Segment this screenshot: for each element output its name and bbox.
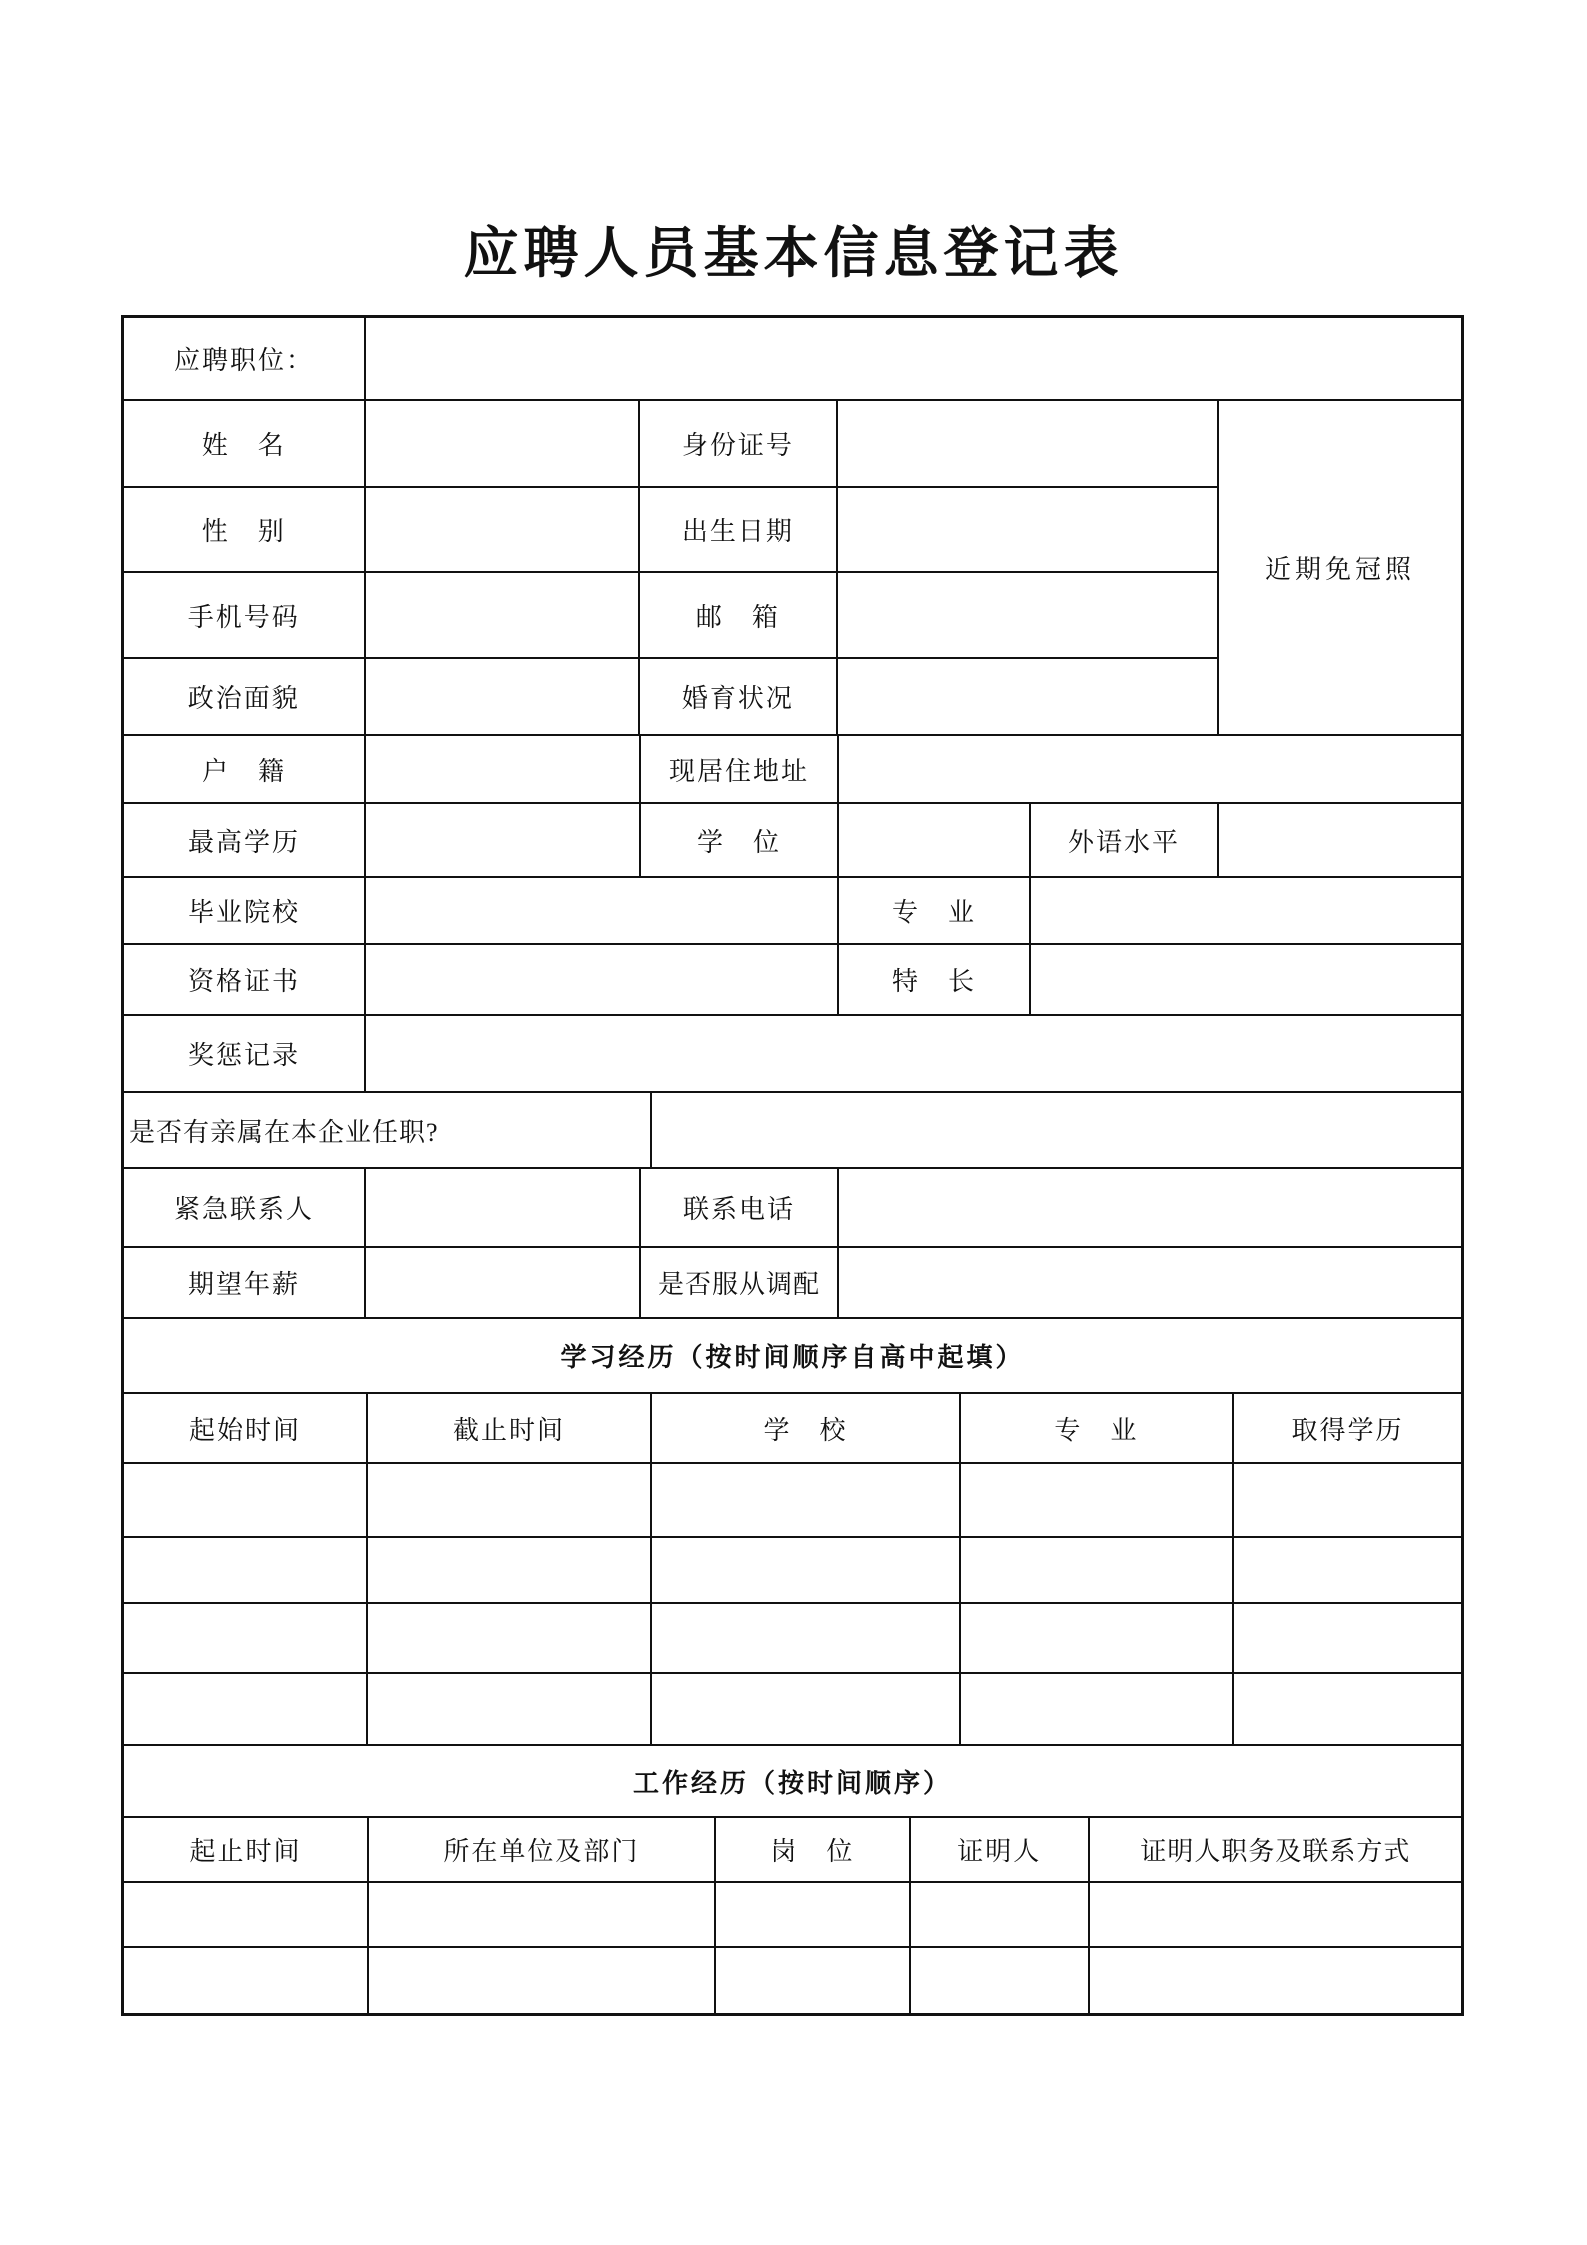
label-household: 户 籍 <box>124 736 366 802</box>
label-relocation-question: 是否服从调配 <box>641 1248 839 1317</box>
edu-col-end-time: 截止时间 <box>368 1394 652 1462</box>
label-name: 姓 名 <box>124 401 366 486</box>
work-empty-cell <box>369 1883 716 1946</box>
field-highest-education-value <box>366 804 641 876</box>
edu-empty-row <box>124 1538 1461 1604</box>
field-address-value <box>839 736 1461 802</box>
edu-empty-cell <box>961 1604 1234 1672</box>
edu-empty-cell <box>368 1464 652 1536</box>
work-empty-cell <box>1090 1883 1461 1946</box>
row-school <box>124 878 1461 945</box>
work-empty-cell <box>716 1948 911 2013</box>
row-work-columns <box>124 1818 1461 1883</box>
work-col-period: 起止时间 <box>124 1818 369 1881</box>
label-major: 专 业 <box>839 878 1031 943</box>
field-birth-date-value <box>838 488 1217 571</box>
edu-col-school: 学 校 <box>652 1394 961 1462</box>
label-id-number: 身份证号 <box>640 401 838 486</box>
edu-empty-cell <box>961 1464 1234 1536</box>
edu-empty-cell <box>368 1674 652 1744</box>
education-section-title: 学习经历（按时间顺序自高中起填） <box>560 1343 1025 1372</box>
field-relocation-question-value <box>839 1248 1461 1317</box>
row-salary <box>124 1248 1461 1319</box>
field-position-value <box>366 318 1461 399</box>
field-email-value <box>838 573 1217 657</box>
field-major-value <box>1031 878 1461 943</box>
field-gender-value <box>366 488 641 571</box>
label-political-status: 政治面貌 <box>124 659 366 734</box>
edu-empty-cell <box>1234 1538 1461 1602</box>
row-political <box>124 659 1217 734</box>
field-expected-salary-value <box>366 1248 641 1317</box>
row-position <box>124 318 1461 401</box>
work-col-reference-contact: 证明人职务及联系方式 <box>1140 1837 1411 1866</box>
field-specialty-value <box>1031 945 1461 1014</box>
edu-empty-row <box>124 1674 1461 1746</box>
field-graduate-school-value <box>366 878 839 943</box>
label-marital-status: 婚育状况 <box>640 659 838 734</box>
work-col-reference: 证明人 <box>911 1818 1090 1881</box>
row-certificates <box>124 945 1461 1016</box>
field-degree-value <box>839 804 1031 876</box>
row-emergency <box>124 1169 1461 1248</box>
photo-placeholder: 近期免冠照 <box>1264 555 1415 584</box>
field-name-value <box>366 401 641 486</box>
form-title: 应聘人员基本信息登记表 <box>463 223 1124 284</box>
work-col-organization: 所在单位及部门 <box>369 1818 716 1881</box>
registration-form-table <box>121 315 1464 2016</box>
edu-empty-row <box>124 1464 1461 1538</box>
field-certificates-value <box>366 945 839 1014</box>
field-household-value <box>366 736 641 802</box>
edu-empty-cell <box>652 1464 961 1536</box>
row-education-columns <box>124 1394 1461 1464</box>
edu-empty-cell <box>1234 1604 1461 1672</box>
edu-col-major: 专 业 <box>961 1394 1234 1462</box>
label-gender: 性 别 <box>124 488 366 571</box>
edu-empty-cell <box>652 1538 961 1602</box>
row-mobile <box>124 573 1217 659</box>
edu-empty-cell <box>124 1604 368 1672</box>
work-empty-cell <box>911 1948 1090 2013</box>
edu-empty-cell <box>124 1538 368 1602</box>
edu-empty-cell <box>652 1604 961 1672</box>
label-highest-education: 最高学历 <box>124 804 366 876</box>
work-empty-cell <box>911 1883 1090 1946</box>
row-education-section-header <box>124 1319 1461 1394</box>
work-empty-row <box>124 1948 1461 2013</box>
row-work-section-header <box>124 1746 1461 1818</box>
label-address: 现居住地址 <box>641 736 839 802</box>
edu-empty-cell <box>368 1538 652 1602</box>
label-expected-salary: 期望年薪 <box>124 1248 366 1317</box>
row-rewards <box>124 1016 1461 1093</box>
field-id-number-value <box>838 401 1217 486</box>
field-political-status-value <box>366 659 641 734</box>
edu-empty-cell <box>961 1674 1234 1744</box>
label-foreign-language: 外语水平 <box>1031 804 1219 876</box>
row-household <box>124 736 1461 804</box>
label-contact-phone: 联系电话 <box>641 1169 839 1246</box>
label-mobile: 手机号码 <box>124 573 366 657</box>
label-rewards-record: 奖惩记录 <box>124 1016 366 1091</box>
field-mobile-value <box>366 573 641 657</box>
row-education-level <box>124 804 1461 878</box>
edu-empty-cell <box>368 1604 652 1672</box>
edu-empty-cell <box>124 1464 368 1536</box>
field-contact-phone-value <box>839 1169 1461 1246</box>
field-foreign-language-value <box>1219 804 1461 876</box>
edu-col-degree-obtained: 取得学历 <box>1291 1415 1404 1445</box>
work-col-position: 岗 位 <box>716 1818 911 1881</box>
label-specialty: 特 长 <box>839 945 1031 1014</box>
label-relatives-question: 是否有亲属在本企业任职? <box>124 1093 652 1167</box>
edu-col-start-time: 起始时间 <box>124 1394 368 1462</box>
work-empty-cell <box>124 1883 369 1946</box>
row-gender <box>124 488 1217 573</box>
label-emergency-contact: 紧急联系人 <box>124 1169 366 1246</box>
edu-empty-row <box>124 1604 1461 1674</box>
edu-empty-cell <box>124 1674 368 1744</box>
label-graduate-school: 毕业院校 <box>124 878 366 943</box>
work-section-title: 工作经历（按时间顺序） <box>632 1768 952 1798</box>
field-marital-status-value <box>838 659 1217 734</box>
edu-empty-cell <box>961 1538 1234 1602</box>
label-email: 邮 箱 <box>640 573 838 657</box>
label-position: 应聘职位： <box>124 318 366 399</box>
field-relatives-question-value <box>652 1093 1461 1167</box>
work-empty-cell <box>124 1948 369 2013</box>
work-empty-cell <box>369 1948 716 2013</box>
work-empty-cell <box>716 1883 911 1946</box>
row-name <box>124 401 1217 488</box>
label-birth-date: 出生日期 <box>640 488 838 571</box>
field-emergency-contact-value <box>366 1169 641 1246</box>
label-degree: 学 位 <box>641 804 839 876</box>
field-rewards-record-value <box>366 1016 1461 1091</box>
work-empty-row <box>124 1883 1461 1948</box>
label-certificates: 资格证书 <box>124 945 366 1014</box>
personal-fields <box>124 401 1219 734</box>
work-empty-cell <box>1090 1948 1461 2013</box>
row-relatives <box>124 1093 1461 1169</box>
edu-empty-cell <box>1234 1674 1461 1744</box>
edu-empty-cell <box>652 1674 961 1744</box>
edu-empty-cell <box>1234 1464 1461 1536</box>
row-group-personal <box>124 401 1461 736</box>
